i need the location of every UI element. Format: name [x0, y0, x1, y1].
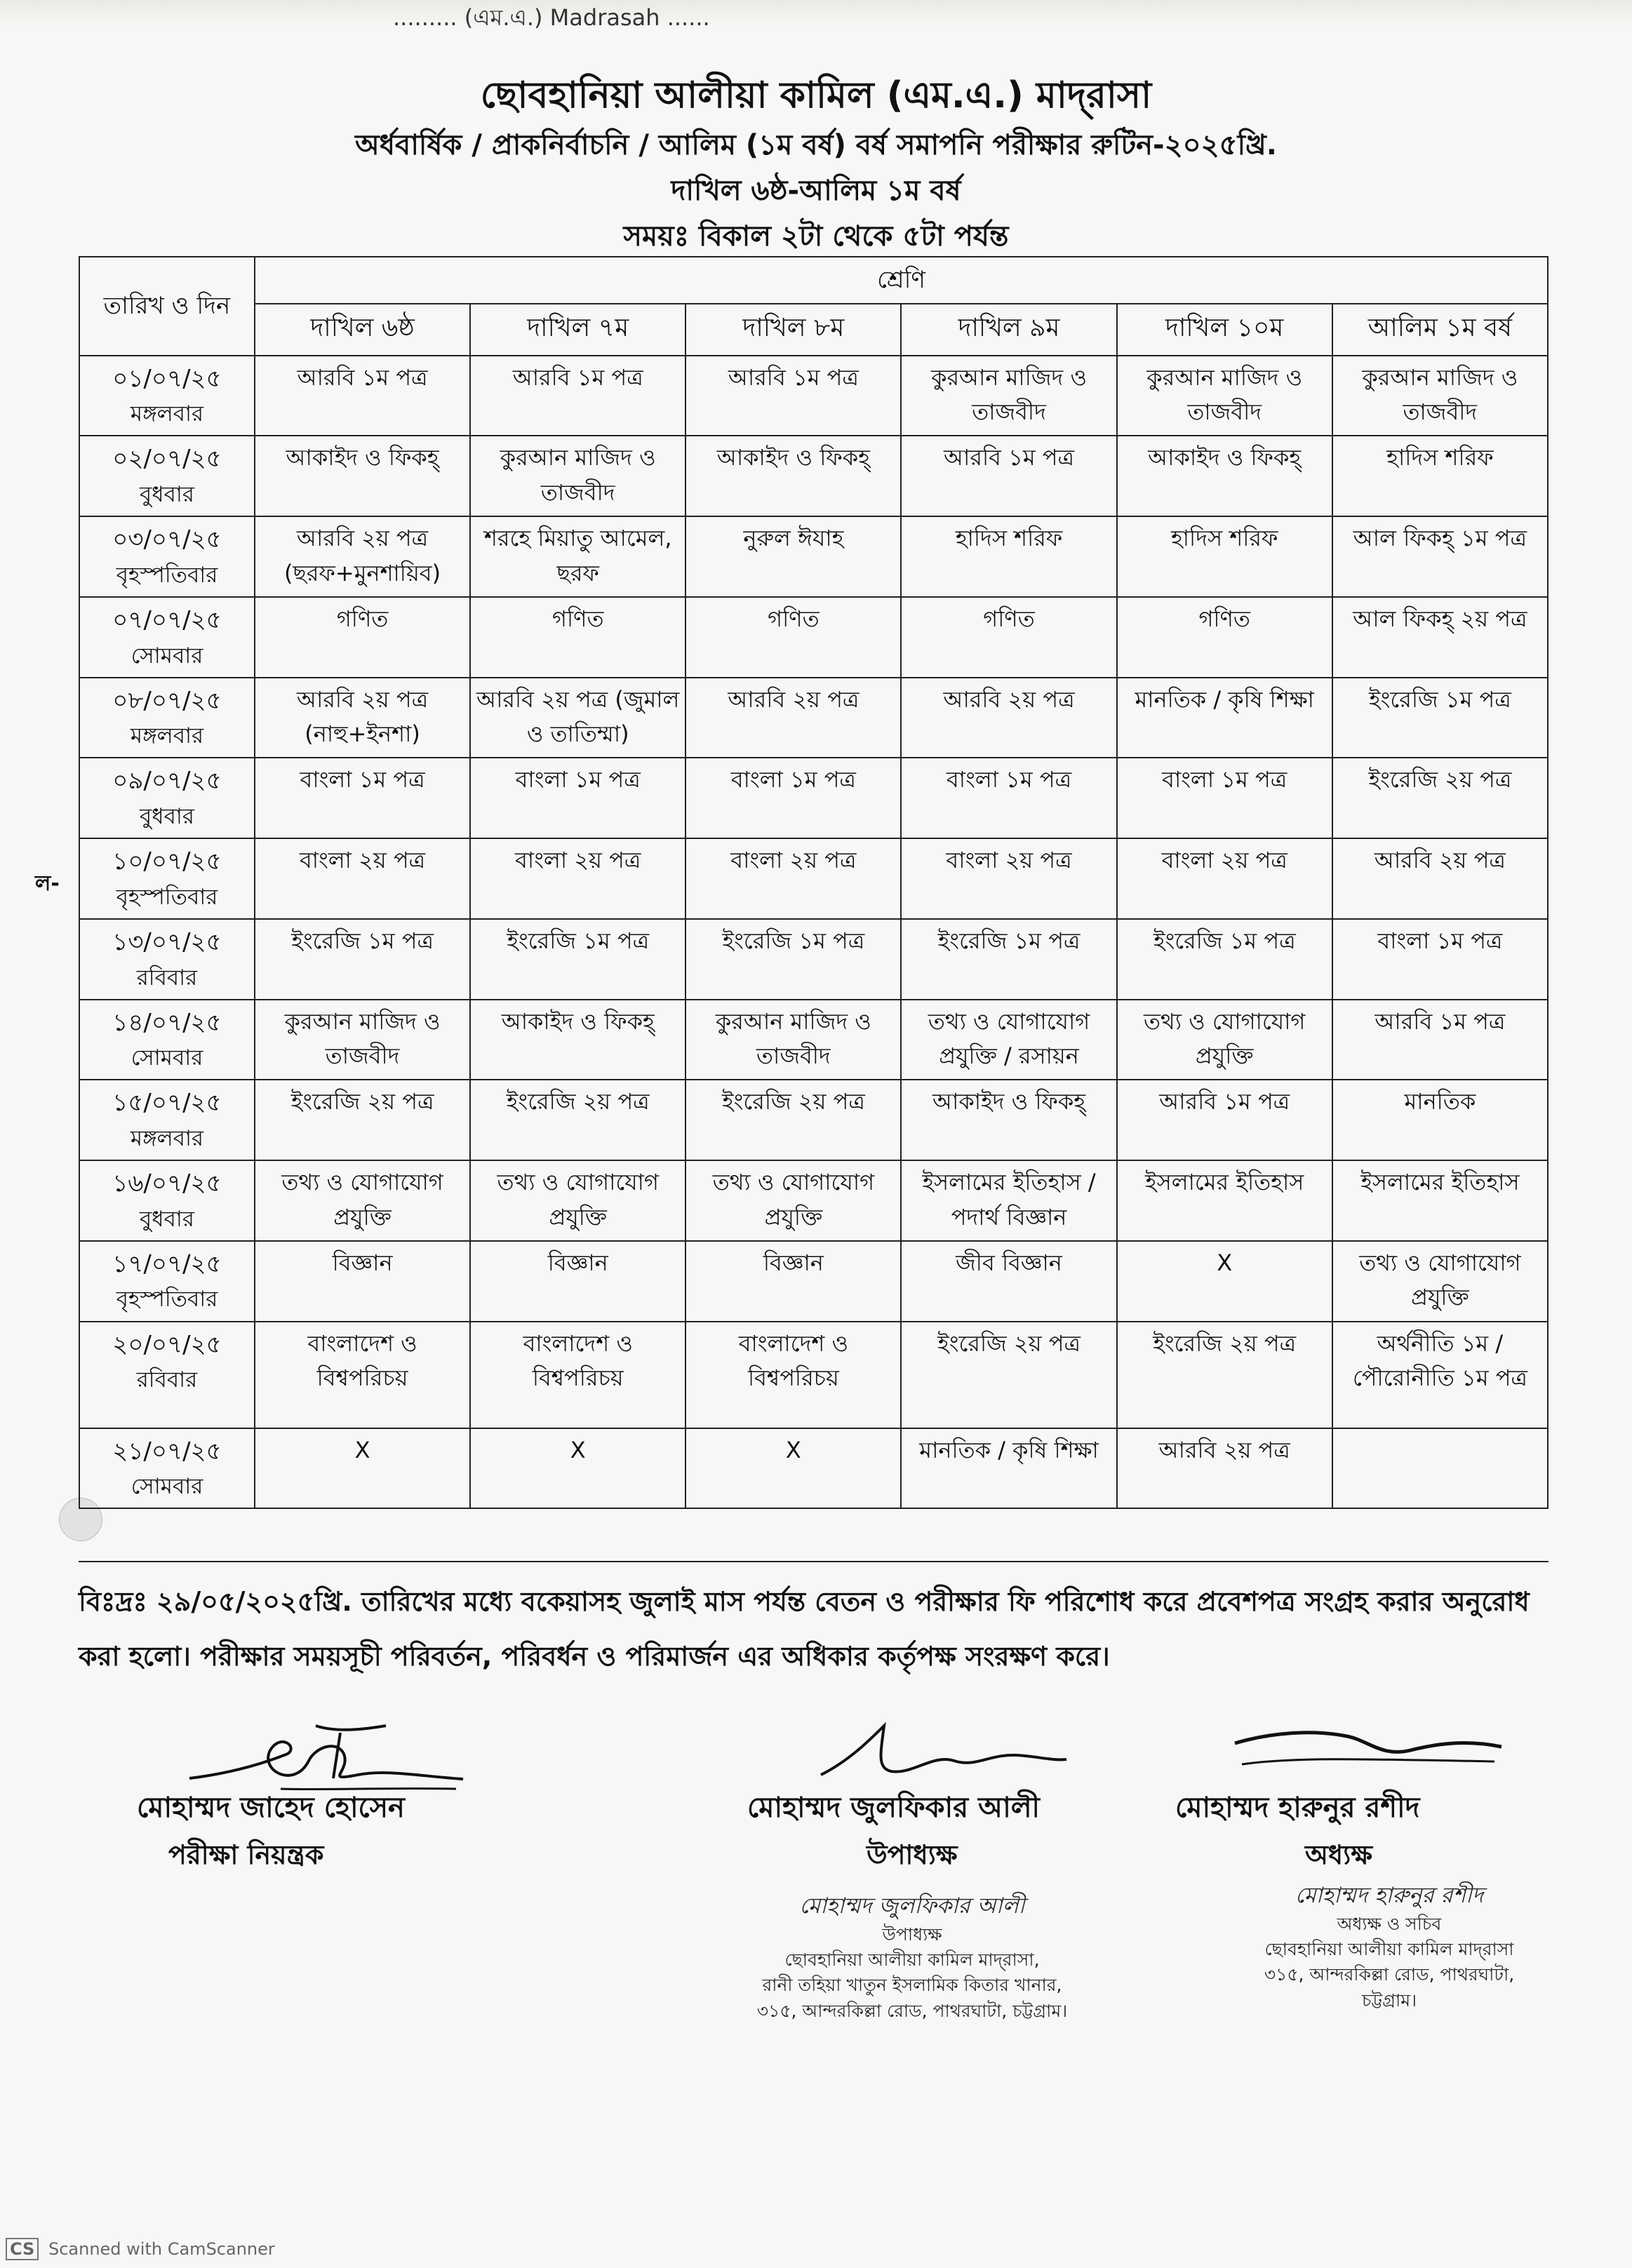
exam-day: মঙ্গলবার — [130, 1125, 204, 1151]
exam-date: ০৭/০৭/২৫ — [112, 605, 222, 634]
subject-cell: ইংরেজি ১ম পত্র — [255, 919, 470, 1000]
exam-day: মঙ্গলবার — [130, 401, 204, 427]
exam-date: ০৮/০৭/২৫ — [112, 686, 222, 715]
date-cell — [79, 1241, 255, 1322]
table-row — [79, 597, 1548, 678]
exam-day: সোমবার — [131, 1045, 203, 1071]
table-row — [79, 919, 1548, 1000]
exam-date: ২১/০৭/২৫ — [112, 1437, 222, 1465]
exam-day: বুধবার — [140, 482, 194, 508]
table-row — [79, 1080, 1548, 1160]
subject-cell: হাদিস শরিফ — [901, 516, 1116, 597]
table-row — [79, 356, 1548, 436]
cut-off-top-text: ......... (এম.এ.) Madrasah ...... — [393, 4, 710, 31]
subject-cell — [1332, 1428, 1548, 1509]
scanner-text: Scanned with CamScanner — [48, 2239, 275, 2259]
date-cell — [79, 838, 255, 919]
subject-cell: গণিত — [685, 597, 901, 678]
table-row — [79, 1160, 1548, 1241]
subject-cell: ইংরেজি ২য় পত্র — [1117, 1322, 1332, 1428]
subject-cell: বাংলা ১ম পত্র — [901, 758, 1116, 838]
subject-cell: আরবি ১ম পত্র — [901, 436, 1116, 516]
subject-cell: ইংরেজি ২য় পত্র — [470, 1080, 685, 1160]
table-row — [79, 436, 1548, 516]
class-range: দাখিল ৬ষ্ঠ-আলিম ১ম বর্ষ — [671, 175, 961, 207]
subject-cell: তথ্য ও যোগাযোগ প্রযুক্তি / রসায়ন — [901, 1000, 1116, 1080]
date-cell — [79, 1000, 255, 1080]
subject-cell: আকাইদ ও ফিকহ্ — [470, 1000, 685, 1080]
subject-cell: X — [685, 1428, 901, 1509]
subject-cell: আরবি ২য় পত্র — [901, 678, 1116, 758]
signatory-role: পরীক্ষা নিয়ন্ত্রক — [168, 1839, 324, 1870]
class-group-header: শ্রেণি — [255, 257, 1548, 304]
subject-cell: আরবি ১ম পত্র — [1117, 1080, 1332, 1160]
subject-cell: আরবি ১ম পত্র — [685, 356, 901, 436]
exam-day: মঙ্গলবার — [130, 723, 204, 749]
subject-cell: হাদিস শরিফ — [1332, 436, 1548, 516]
subject-cell: আরবি ২য় পত্র — [1332, 838, 1548, 919]
exam-routine-table — [79, 256, 1549, 1509]
subject-cell: তথ্য ও যোগাযোগ প্রযুক্তি — [1332, 1241, 1548, 1322]
subject-cell: বিজ্ঞান — [255, 1241, 470, 1322]
signatory-role: অধ্যক্ষ — [1305, 1839, 1373, 1870]
subject-cell: আকাইদ ও ফিকহ্ — [685, 436, 901, 516]
signatory-role: উপাধ্যক্ষ — [867, 1839, 958, 1870]
subject-cell: আকাইদ ও ফিকহ্ — [255, 436, 470, 516]
exam-date: ১৪/০৭/২৫ — [112, 1008, 222, 1037]
subject-cell: গণিত — [901, 597, 1116, 678]
subject-cell: ইংরেজি ১ম পত্র — [901, 919, 1116, 1000]
subject-cell: আল ফিকহ্ ২য় পত্র — [1332, 597, 1548, 678]
notice-text: বিঃদ্রঃ ২৯/০৫/২০২৫খ্রি. তারিখের মধ্যে বকেয়াসহ জুলাই মাস পর্যন্ত বেতন ও পরীক্ষার ফি পরিশোধ করে প্রবেশপত্র সংগ্রহ করার অনুরোধ করা হলো। পরীক্ষার সময়সূচী পরিবর্তন, পরিবর্ধন ও পরিমার্জন এর অধিকার কর্তৃপক্ষ সংরক্ষণ করে। — [79, 1586, 1530, 1672]
date-cell — [79, 678, 255, 758]
date-cell — [79, 919, 255, 1000]
date-cell — [79, 597, 255, 678]
subject-cell: আরবি ২য় পত্র — [1117, 1428, 1332, 1509]
subject-cell: তথ্য ও যোগাযোগ প্রযুক্তি — [255, 1160, 470, 1241]
subject-cell: বাংলাদেশ ও বিশ্বপরিচয় — [685, 1322, 901, 1428]
subject-cell: বাংলা ১ম পত্র — [1332, 919, 1548, 1000]
class-header: দাখিল ১০ম — [1117, 304, 1332, 356]
subject-cell: তথ্য ও যোগাযোগ প্রযুক্তি — [685, 1160, 901, 1241]
table-row — [79, 1241, 1548, 1322]
exam-date: ০২/০৭/২৫ — [112, 445, 222, 474]
subject-cell: আরবি ১ম পত্র — [470, 356, 685, 436]
exam-date: ১৭/০৭/২৫ — [112, 1249, 222, 1278]
date-cell — [79, 1428, 255, 1509]
subject-cell: ইংরেজি ২য় পত্র — [255, 1080, 470, 1160]
exam-day: সোমবার — [131, 1474, 203, 1500]
subject-cell: কুরআন মাজিদ ও তাজবীদ — [1332, 356, 1548, 436]
subject-cell: কুরআন মাজিদ ও তাজবীদ — [255, 1000, 470, 1080]
exam-date: ১৫/০৭/২৫ — [112, 1089, 222, 1118]
exam-date: ০৩/০৭/২৫ — [112, 525, 222, 554]
subject-cell: বাংলা ২য় পত্র — [1117, 838, 1332, 919]
subject-cell: কুরআন মাজিদ ও তাজবীদ — [901, 356, 1116, 436]
scanner-watermark — [6, 2238, 275, 2260]
exam-day: রবিবার — [136, 965, 198, 991]
subject-cell: গণিত — [255, 597, 470, 678]
subject-cell: মানতিক / কৃষি শিক্ষা — [901, 1428, 1116, 1509]
subject-cell: বাংলা ১ম পত্র — [1117, 758, 1332, 838]
class-header: দাখিল ৬ষ্ঠ — [255, 304, 470, 356]
institution-name: ছোবহানিয়া আলীয়া কামিল (এম.এ.) মাদ্‌রাসা — [480, 74, 1152, 116]
subject-cell: আকাইদ ও ফিকহ্ — [1117, 436, 1332, 516]
exam-title: অর্ধবার্ষিক / প্রাকনির্বাচনি / আলিম (১ম বর্ষ) বর্ষ সমাপনি পরীক্ষার রুটিন-২০২৫খ্রি. — [355, 129, 1277, 161]
subject-cell: ইংরেজি ১ম পত্র — [1332, 678, 1548, 758]
exam-day: বুধবার — [140, 1206, 194, 1232]
margin-mark: ল- — [35, 871, 60, 896]
class-header-row — [79, 304, 1548, 356]
signature-vice-principal-icon — [807, 1712, 1073, 1789]
subject-cell: ইংরেজি ১ম পত্র — [470, 919, 685, 1000]
subject-cell: জীব বিজ্ঞান — [901, 1241, 1116, 1322]
subject-cell: ইংরেজি ২য় পত্র — [1332, 758, 1548, 838]
date-cell — [79, 1080, 255, 1160]
subject-cell: ইংরেজি ২য় পত্র — [901, 1322, 1116, 1428]
subject-cell: বাংলাদেশ ও বিশ্বপরিচয় — [255, 1322, 470, 1428]
date-cell — [79, 758, 255, 838]
exam-day: রবিবার — [136, 1367, 198, 1393]
exam-date: ০৯/০৭/২৫ — [112, 767, 222, 796]
subject-cell: আরবি ২য় পত্র — [685, 678, 901, 758]
date-cell — [79, 1322, 255, 1428]
subject-cell: তথ্য ও যোগাযোগ প্রযুক্তি — [470, 1160, 685, 1241]
table-row — [79, 1428, 1548, 1509]
date-cell — [79, 436, 255, 516]
subject-cell: শরহে মিয়াতু আমেল, ছরফ — [470, 516, 685, 597]
subject-cell: X — [1117, 1241, 1332, 1322]
date-cell — [79, 356, 255, 436]
date-cell — [79, 1160, 255, 1241]
exam-date: ১৬/০৭/২৫ — [112, 1169, 222, 1198]
principal-stamp: মোহাম্মদ হারুনুর রশীদ অধ্যক্ষ ও সচিব ছোবহানিয়া আলীয়া কামিল মাদ্‌রাসা ৩১৫, আন্দরকিল্লা রোড, পাথরঘাটা, চট্টগ্রাম। — [1264, 1883, 1515, 2011]
subject-cell: বাংলাদেশ ও বিশ্বপরিচয় — [470, 1322, 685, 1428]
subject-cell: তথ্য ও যোগাযোগ প্রযুক্তি — [1117, 1000, 1332, 1080]
exam-time: সময়ঃ বিকাল ২টা থেকে ৫টা পর্যন্ত — [623, 220, 1009, 253]
subject-cell: আরবি ২য় পত্র (ছরফ+মুনশায়িব) — [255, 516, 470, 597]
subject-cell: ইংরেজি ২য় পত্র — [685, 1080, 901, 1160]
signatory-name: মোহাম্মদ জুলফিকার আলী — [747, 1792, 1040, 1824]
subject-cell: ইসলামের ইতিহাস / পদার্থ বিজ্ঞান — [901, 1160, 1116, 1241]
subject-cell: ইসলামের ইতিহাস — [1117, 1160, 1332, 1241]
subject-cell: কুরআন মাজিদ ও তাজবীদ — [685, 1000, 901, 1080]
table-row — [79, 1000, 1548, 1080]
subject-cell: অর্থনীতি ১ম / পৌরোনীতি ১ম পত্র — [1332, 1322, 1548, 1428]
subject-cell: আরবি ১ম পত্র — [1332, 1000, 1548, 1080]
subject-cell: X — [470, 1428, 685, 1509]
exam-day: বুধবার — [140, 804, 194, 830]
class-header: দাখিল ৯ম — [901, 304, 1116, 356]
subject-cell: ইংরেজি ১ম পত্র — [685, 919, 901, 1000]
exam-day: সোমবার — [131, 643, 203, 669]
exam-day: বৃহস্পতিবার — [116, 884, 218, 910]
exam-date: ০১/০৭/২৫ — [112, 364, 222, 393]
class-header: আলিম ১ম বর্ষ — [1332, 304, 1548, 356]
subject-cell: ইসলামের ইতিহাস — [1332, 1160, 1548, 1241]
class-header: দাখিল ৭ম — [470, 304, 685, 356]
exam-date: ২০/০৭/২৫ — [112, 1330, 222, 1359]
subject-cell: মানতিক — [1332, 1080, 1548, 1160]
subject-cell: বাংলা ১ম পত্র — [685, 758, 901, 838]
exam-date: ১৩/০৭/২৫ — [112, 927, 222, 956]
subject-cell: বাংলা ১ম পত্র — [255, 758, 470, 838]
exam-date: ১০/০৭/২৫ — [112, 847, 222, 876]
subject-cell: গণিত — [1117, 597, 1332, 678]
subject-cell: X — [255, 1428, 470, 1509]
table-row — [79, 516, 1548, 597]
subject-cell: বিজ্ঞান — [470, 1241, 685, 1322]
exam-day: বৃহস্পতিবার — [116, 1287, 218, 1313]
table-row — [79, 758, 1548, 838]
table-row — [79, 678, 1548, 758]
signature-principal-icon — [1228, 1715, 1509, 1785]
subject-cell: বিজ্ঞান — [685, 1241, 901, 1322]
subject-cell: মানতিক / কৃষি শিক্ষা — [1117, 678, 1332, 758]
date-column-header: তারিখ ও দিন — [79, 257, 255, 356]
table-row — [79, 838, 1548, 919]
exam-day: বৃহস্পতিবার — [116, 562, 218, 588]
note-divider — [79, 1561, 1549, 1562]
date-cell — [79, 516, 255, 597]
subject-cell: আকাইদ ও ফিকহ্ — [901, 1080, 1116, 1160]
subject-cell: নুরুল ঈযাহ — [685, 516, 901, 597]
table-group-header-row — [79, 257, 1548, 304]
signatory-name: মোহাম্মদ জাহেদ হোসেন — [137, 1792, 405, 1824]
camscanner-logo-icon: CS — [6, 2238, 39, 2260]
subject-cell: কুরআন মাজিদ ও তাজবীদ — [1117, 356, 1332, 436]
subject-cell: আরবি ১ম পত্র — [255, 356, 470, 436]
table-row — [79, 1322, 1548, 1428]
subject-cell: ইংরেজি ১ম পত্র — [1117, 919, 1332, 1000]
subject-cell: আরবি ২য় পত্র (জুমাল ও তাতিম্মা) — [470, 678, 685, 758]
vice-principal-stamp: মোহাম্মদ জুলফিকার আলী উপাধ্যক্ষ ছোবহানিয়া আলীয়া কামিল মাদ্‌রাসা, রানী তহিয়া খাতুন ইসলামিক কিতার খানার, ৩১৫, আন্দরকিল্লা রোড, পাথরঘাটা, চট্টগ্রাম। — [756, 1893, 1068, 2021]
subject-cell: গণিত — [470, 597, 685, 678]
subject-cell: বাংলা ২য় পত্র — [255, 838, 470, 919]
signatory-name: মোহাম্মদ হারুনুর রশীদ — [1175, 1792, 1420, 1824]
class-header: দাখিল ৮ম — [685, 304, 901, 356]
subject-cell: বাংলা ১ম পত্র — [470, 758, 685, 838]
subject-cell: বাংলা ২য় পত্র — [470, 838, 685, 919]
subject-cell: হাদিস শরিফ — [1117, 516, 1332, 597]
subject-cell: কুরআন মাজিদ ও তাজবীদ — [470, 436, 685, 516]
top-scan-edge — [0, 0, 1632, 28]
subject-cell: আরবি ২য় পত্র (নাহু+ইনশা) — [255, 678, 470, 758]
subject-cell: আল ফিকহ্ ১ম পত্র — [1332, 516, 1548, 597]
subject-cell: বাংলা ২য় পত্র — [685, 838, 901, 919]
subject-cell: বাংলা ২য় পত্র — [901, 838, 1116, 919]
